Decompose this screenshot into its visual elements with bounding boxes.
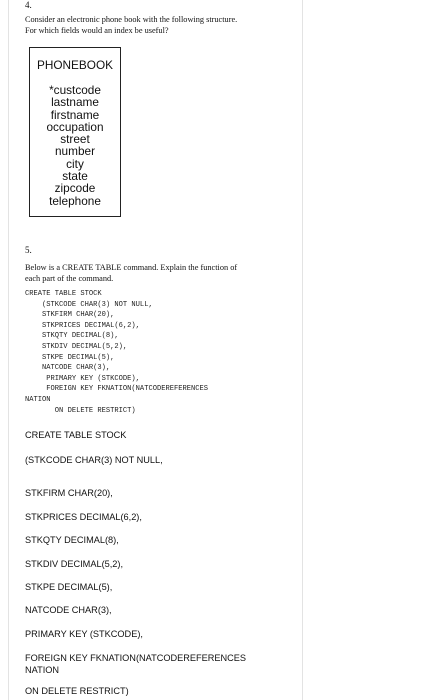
code-line: STKPRICES DECIMAL(6,2), (25, 321, 140, 330)
answer-line: FOREIGN KEY FKNATION(NATCODEREFERENCES NATION (25, 653, 247, 675)
code-line: PRIMARY KEY (STKCODE), (25, 374, 140, 383)
code-line: STKPE DECIMAL(5), (25, 353, 115, 362)
field-custcode: *custcode (49, 83, 101, 97)
right-page-edge (302, 0, 303, 700)
field-telephone: telephone (49, 193, 101, 208)
phonebook-field-list (30, 84, 120, 207)
code-line: STKFIRM CHAR(20), (25, 311, 115, 320)
code-line: STKQTY DECIMAL(8), (25, 332, 119, 341)
answer-line: STKPRICES DECIMAL(6,2), (25, 512, 142, 522)
answer-line: STKQTY DECIMAL(8), (25, 535, 119, 545)
answer-line: CREATE TABLE STOCK (25, 430, 127, 440)
field-street: street (60, 132, 90, 147)
code-line: ON DELETE RESTRICT) (25, 406, 136, 415)
answer-line: STKFIRM CHAR(20), (25, 488, 113, 498)
code-line: NATION (25, 395, 51, 404)
question-5-number: 5. (25, 245, 32, 255)
answer-line: PRIMARY KEY (STKCODE), (25, 629, 143, 639)
answer-line: (STKCODE CHAR(3) NOT NULL, (25, 455, 163, 465)
phonebook-table-box (29, 47, 121, 217)
field-number: number (55, 144, 95, 159)
code-line: CREATE TABLE STOCK (25, 290, 102, 298)
answer-line: ON DELETE RESTRICT) (25, 686, 129, 696)
question-4-number: 4. (25, 0, 32, 10)
field-city: city (66, 156, 84, 171)
code-line: STKDIV DECIMAL(5,2), (25, 342, 128, 351)
code-line: (STKCODE CHAR(3) NOT NULL, (25, 300, 153, 309)
answer-line: STKPE DECIMAL(5), (25, 582, 113, 592)
code-line: NATCODE CHAR(3), (25, 364, 111, 373)
left-page-edge (8, 0, 9, 700)
field-lastname: lastname (51, 95, 99, 110)
field-occupation: occupation (46, 119, 104, 134)
phonebook-title: PHONEBOOK (36, 58, 114, 72)
create-table-code-block (25, 289, 208, 416)
answer-line: NATCODE CHAR(3), (25, 605, 112, 615)
field-state: state (62, 169, 88, 184)
question-4-prompt: Consider an electronic phone book with the following structure. For which fields would an index be useful? (25, 15, 238, 35)
field-firstname: firstname (50, 107, 100, 122)
answer-line: STKDIV DECIMAL(5,2), (25, 559, 124, 569)
question-5-prompt: Below is a CREATE TABLE command. Explain the function of each part of the command. (25, 263, 238, 283)
field-zipcode: zipcode (54, 181, 96, 196)
code-line: FOREIGN KEY FKNATION(NATCODEREFERENCES (25, 385, 209, 394)
